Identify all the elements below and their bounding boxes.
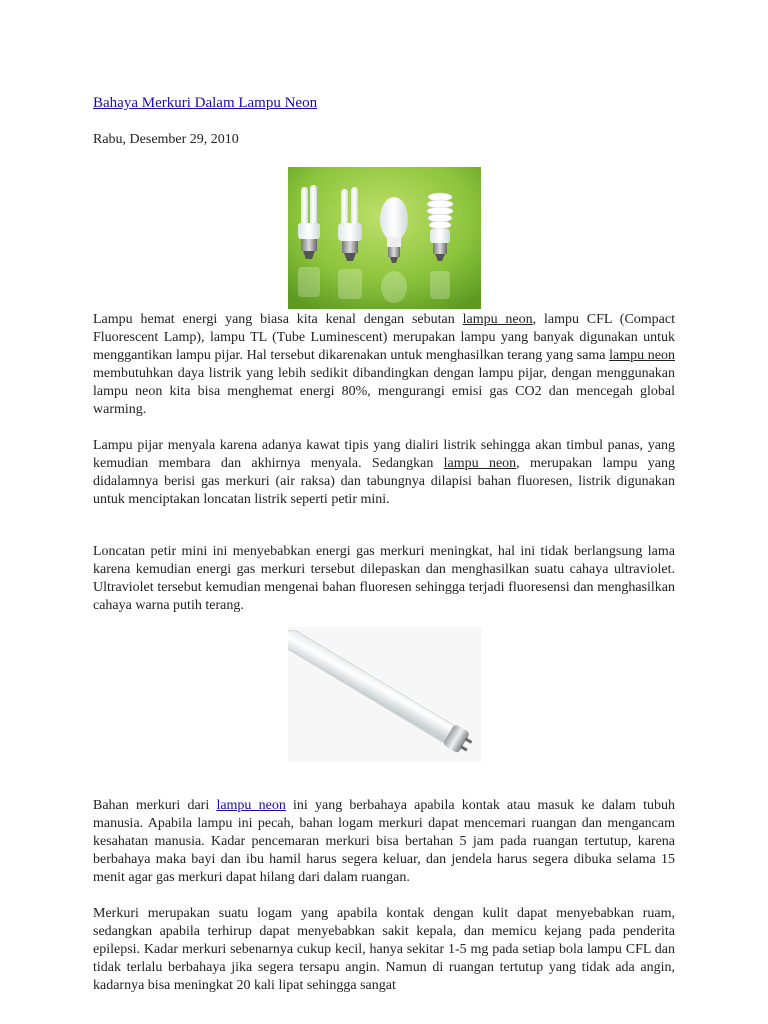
paragraph-1-text-b: , lampu CFL (Compact Fluorescent Lamp), lampu TL (Tube Luminescent) merupakan lampu yang banyak digunakan untuk menggantikan lampu pijar. Hal tersebut dikarenakan untuk menghasilkan terang yang sama [93, 312, 675, 363]
paragraph-2 [93, 437, 675, 509]
paragraph-2-text-a: Lampu pijar menyala karena adanya kawat tipis yang dialiri listrik sehingga akan timbul panas, yang kemudian membara dan akhirnya menyala. Sedangkan [93, 438, 675, 471]
post-date: Rabu, Desember 29, 2010 [93, 132, 239, 147]
paragraph-2-text-b: , merupakan lampu yang didalamnya berisi gas merkuri (air raksa) dan tabungnya dilapisi bahan fluoresen, listrik digunakan untuk menciptakan loncatan listrik seperti petir mini. [93, 456, 675, 507]
paragraph-1 [93, 311, 675, 419]
paragraph-1-text-c: membutuhkan daya listrik yang lebih sedikit dibandingkan dengan lampu pijar, dengan menggunakan lampu neon kita bisa menghemat energi 80%, mengurangi emisi gas CO2 dan mencegah global warming. [93, 366, 675, 417]
paragraph-1-text-a: Lampu hemat energi yang biasa kita kenal dengan sebutan [93, 312, 463, 327]
paragraph-4-text-b: ini yang berbahaya apabila kontak atau masuk ke dalam tubuh manusia. Apabila lampu ini pecah, bahan logam merkuri dapat mencemari ruangan dan mengancam kesahatan manusia. Kadar pencemaran merkuri bisa bertahan 5 jam pada ruangan tertutup, karena berbahaya maka bayi dan ibu hamil harus segera keluar, dan jendela harus segera dibuka selama 15 menit agar gas merkuri dapat hilang dari dalam ruangan. [93, 798, 675, 885]
paragraph-4-text-a: Bahan merkuri dari [93, 798, 217, 813]
article-title[interactable]: Bahaya Merkuri Dalam Lampu Neon [93, 95, 318, 111]
paragraph-5: Merkuri merupakan suatu logam yang apabila kontak dengan kulit dapat menyebabkan ruam, sedangkan apabila terhirup dapat menyebabkan sakit kepala, dan memicu kejang pada penderita epilepsi. Kadar merkuri sebenarnya cukup kecil, hanya sekitar 1-5 mg pada setiap bola lampu CFL dan tidak terlalu berbahaya jika segera tersapu angin. Namun di ruangan tertutup yang tidak ada angin, kadarnya bisa meningkat 20 kali lipat sehingga sangat [93, 906, 675, 993]
lampu-neon-link-3[interactable]: lampu neon [443, 456, 517, 471]
paragraph-3: Loncatan petir mini ini menyebabkan energi gas merkuri meningkat, hal ini tidak berlangsung lama karena kemudian energi gas merkuri tersebut dilepaskan dan menghasilkan suatu cahaya ultraviolet. Ultraviolet tersebut kemudian mengenai bahan fluoresen sehingga terjadi fluoresensi dan menghasilkan cahaya warna putih terang. [93, 544, 675, 613]
lampu-neon-link-2[interactable]: lampu neon [609, 348, 675, 363]
lampu-neon-link-4[interactable]: lampu neon [216, 798, 286, 813]
bulbs-image [288, 167, 481, 309]
lampu-neon-link-1[interactable]: lampu neon [462, 312, 533, 327]
paragraph-4 [93, 797, 675, 887]
tube-image [288, 627, 481, 762]
